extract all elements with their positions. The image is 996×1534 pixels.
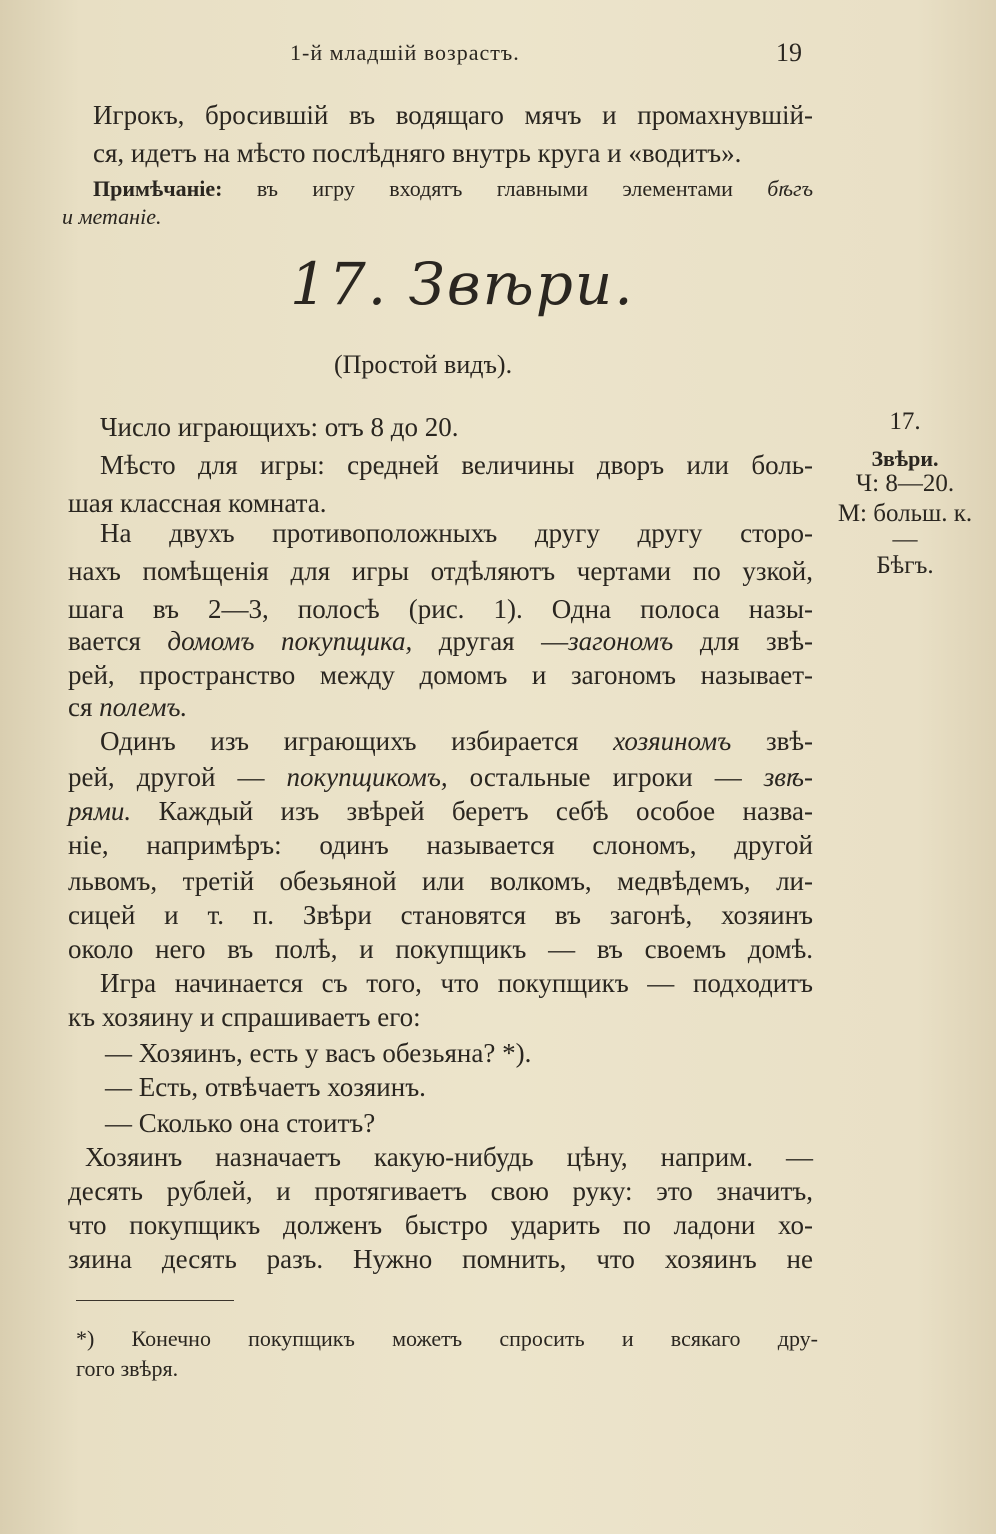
dialogue-line-3: — Сколько она стоитъ? (105, 1108, 376, 1138)
players-count: Число играющихъ: отъ 8 до 20. (100, 412, 459, 442)
p5-line-2: къ хозяину и спрашиваетъ его: (68, 1002, 421, 1032)
emphasis-ryami: рями. (68, 796, 132, 826)
intro-line-2: ся, идетъ на мѣсто послѣдняго внутрь круга и «водитъ». (93, 138, 742, 168)
text: вается (68, 626, 141, 656)
emphasis-khozyain: хозяиномъ (613, 726, 732, 756)
margin-number: 17. (889, 408, 921, 435)
text: звѣ- (765, 726, 814, 756)
emphasis-zveri: звѣ- (763, 762, 814, 792)
margin-players: Ч: 8—20. (855, 470, 955, 497)
place-line-2: шая классная комната. (68, 488, 327, 518)
p3-line-1: На двухъ противоположныхъ другу другу сторо- (100, 518, 813, 548)
p4-line-4: ніе, напримѣръ: одинъ называется слономъ, другой (68, 830, 813, 860)
note-text: въ игру входятъ главными элементами (256, 176, 733, 201)
text: Одинъ изъ играющихъ избирается (100, 726, 579, 756)
emphasis-zagon: загономъ (568, 626, 674, 656)
running-header: 1-й младшій возрастъ. (290, 40, 520, 65)
page-number: 19 (776, 38, 802, 67)
emphasis-pokupshchik: покупщикомъ, (286, 762, 448, 792)
margin-dash: — (892, 526, 918, 553)
p6-line-3: что покупщикъ долженъ быстро ударить по ладони хо- (68, 1210, 813, 1240)
p4-line-7: около него въ полѣ, и покупщикъ — въ своемъ домѣ. (68, 934, 813, 964)
p4-line-1 (100, 722, 813, 760)
p4-line-3 (68, 792, 813, 830)
p3-line-5: рей, пространство между домомъ и загономъ называет- (68, 660, 813, 690)
p4-line-2 (68, 758, 813, 796)
section-title: 17. Звѣри. (290, 250, 635, 318)
p3-line-2: нахъ помѣщенія для игры отдѣляютъ чертами по узкой, (68, 556, 813, 586)
margin-element: Бѣгъ. (876, 552, 934, 579)
p3-line-6 (68, 688, 788, 726)
text: остальные игроки — (469, 762, 742, 792)
footnote-rule (76, 1300, 234, 1301)
note-label: Примѣчаніе: (93, 176, 223, 201)
note-emphasis-2: и метаніе. (62, 204, 162, 229)
p3-line-3: шага въ 2—3, полосѣ (рис. 1). Одна полоса назы- (68, 594, 813, 624)
note-emphasis-1: бѣгъ (767, 176, 814, 201)
p6-line-4: зяина десять разъ. Нужно помнить, что хозяинъ не (68, 1244, 813, 1274)
emphasis-pole: полемъ. (99, 692, 188, 722)
dialogue-line-2: — Есть, отвѣчаетъ хозяинъ. (105, 1072, 426, 1102)
text: другая — (438, 626, 569, 656)
p4-line-6: сицей и т. п. Звѣри становятся въ загонѣ, хозяинъ (68, 900, 813, 930)
p6-line-1: Хозяинъ назначаетъ какую-нибудь цѣну, наприм. — (85, 1142, 813, 1172)
p5-line-1: Игра начинается съ того, что покупщикъ — подходитъ (100, 968, 813, 998)
margin-place: М: больш. к. (837, 500, 973, 527)
section-subtitle: (Простой видъ). (334, 350, 513, 379)
p6-line-2: десять рублей, и протягиваетъ свою руку: это значитъ, (68, 1176, 813, 1206)
intro-line-1: Игрокъ, бросившій въ водящаго мячъ и промахнувшій- (93, 100, 813, 130)
p4-line-5: львомъ, третій обезьяной или волкомъ, медвѣдемъ, ли- (68, 866, 813, 896)
place-line-1: Мѣсто для игры: средней величины дворъ или боль- (100, 450, 813, 480)
footnote-line-1: *) Конечно покупщикъ можетъ спросить и всякаго дру- (76, 1326, 818, 1351)
emphasis-dom: домомъ покупщика, (167, 626, 413, 656)
dialogue-line-1: — Хозяинъ, есть у васъ обезьяна? *). (105, 1038, 532, 1068)
text: ся (68, 692, 93, 722)
margin-title: Звѣри. (871, 446, 939, 471)
text: рей, другой — (68, 762, 265, 792)
text: для звѣ- (699, 626, 814, 656)
text: Каждый изъ звѣрей беретъ себѣ особое назва- (158, 796, 814, 826)
footnote-line-2: гого звѣря. (76, 1356, 179, 1381)
note-line-1 (93, 176, 813, 202)
p3-line-4 (68, 622, 813, 660)
